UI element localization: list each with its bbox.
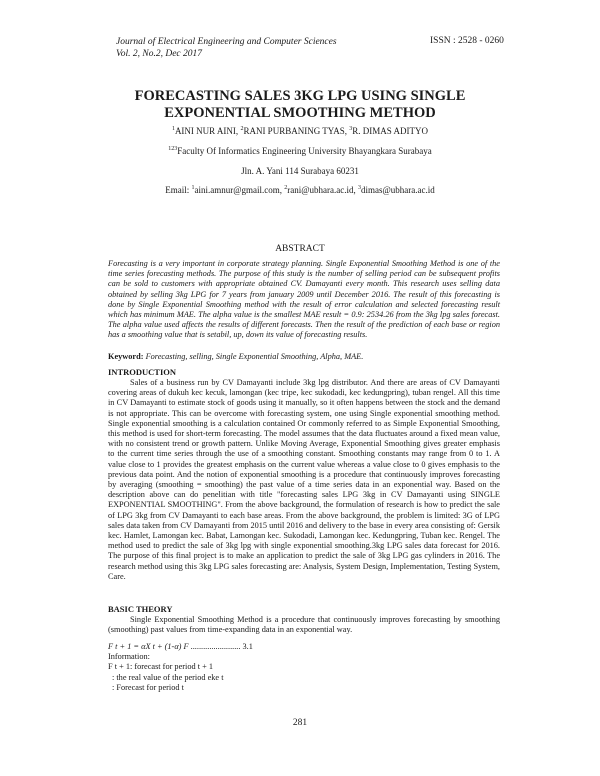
author-1: AINI NUR AINI, — [174, 126, 241, 136]
keywords-label: Keyword: — [108, 352, 146, 361]
formula-info-label: Information: — [108, 652, 150, 662]
email2-sup: 2 — [284, 185, 288, 191]
email-2: rani@ubhara.ac.id, — [287, 185, 359, 195]
page-number: 281 — [292, 718, 308, 728]
introduction-heading: INTRODUCTION — [108, 367, 177, 377]
author-2: RANI PURBANING TYAS, — [243, 126, 350, 136]
basic-theory-heading: BASIC THEORY — [108, 604, 173, 614]
keywords-line — [108, 352, 500, 361]
formula-info-line-1: F t + 1: forecast for period t + 1 — [108, 662, 213, 672]
formula-equation-line — [108, 642, 500, 652]
formula-equation: F t + 1 = αX t + (1-α) F — [108, 642, 189, 651]
basic-theory-paragraph: Single Exponential Smoothing Method is a procedure that continuously improves forecasting by smoothing (smoothing) past values from time-expanding data in an exponential way. — [108, 615, 500, 635]
basic-theory-body — [108, 615, 500, 635]
email3-sup: 3 — [358, 185, 362, 191]
author2-sup: 2 — [240, 126, 244, 132]
email-1: aini.amnur@gmail.com, — [194, 185, 285, 195]
issn-number: ISSN : 2528 - 0260 — [430, 36, 504, 46]
formula-info-line-3: : Forecast for period t — [112, 682, 184, 692]
journal-volume: Vol. 2, No.2, Dec 2017 — [116, 49, 203, 59]
formula-dots: ........................ 3.1 — [188, 642, 253, 651]
abstract-heading: ABSTRACT — [275, 244, 325, 254]
abstract-text: Forecasting is a very important in corporate strategy planning. Single Exponential Smoothing Method is one of the time series forecasting methods. The purpose of this study is the number of selling period can be subsequent profits can be sold to customers with appropriate obtained CV. Damayanti every month. This research uses selling data obtained by selling 3kg LPG for 7 years from january 2009 until December 2016. The result of this forecasting is done by Single Exponential Smoothing method with the result of error calculation and selected forecasting result which has minimum MAE. The alpha value is the smallest MAE result = 0.9: 2534.26 from the 3kg lpg sales forecast. The alpha value used affects the results of different forecasts. Then the result of the prediction of each base or region has a smoothing value that is setabil, up, down its value of forecasting results. — [108, 259, 500, 340]
email-label: Email: — [165, 185, 192, 195]
faculty-name: Faculty Of Informatics Engineering University Bhayangkara Surabaya — [177, 146, 432, 156]
introduction-paragraph: Sales of a business run by CV Damayanti include 3kg lpg distributor. And there are areas of CV Damayanti covering areas of dukuh kec kecuk, lamongan (kec tripe, kec sukodadi, kec kedungpring), tuban rengel. All this time in CV Damayanti to estimate stock of goods using it manually, so it often happens between the stock and the demand is not appropriate. This can be overcome with forecasting system, one using Single exponential smoothing method. Single exponential smoothing is a calculation contained Or commonly referred to as Simple Exponential Smoothing, this method is used for short-term forecasting. The model assumes that the data fluctuates around a fixed mean value, with no consistent trend or growth pattern. Unlike Moving Average, Exponential Smoothing gives greater emphasis to the current time series through the use of a smoothing constant. Smoothing constants may range from 0 to 1. A value close to 1 provides the greatest emphasis on the current value whereas a value close to 0 gives emphasis to the previous data point. And the notion of exponential smoothing is a procedure that continuously improves forecasting by averaging (smoothing = smoothing) the past value of a time series data in an exponential way. Based on the description above can do penelitian with title "forecasting sales LPG 3kg in CV Damayanti using SINGLE EXPONENTIAL SMOOTHING". From the above background, the formulation of research is how to predict the sale of LPG 3kg from CV Damayanti to each base areas. From the above background, the problem is limited: 3G of LPG sales data taken from CV Damayanti from 2015 until 2016 and delivery to the base in every area consisting of: Gersik kec. Hamlet, Lamongan kec. Babat, Lamongan kec. Sukodadi, Lamongan kec. Kedungpring, Tuban kec. Rengel. The method used to predict the sale of 3kg lpg with single exponential smoothing.3kg LPG sales data forecast for 2016. The purpose of this final project is to make an application to predict the sale of 3kg LPG gas cylinders in 2016. The research method using this 3kg LPG sales forecasting are: Analysis, System Design, Implementation, Testing System, Care. — [108, 378, 500, 581]
email-3: dimas@ubhara.ac.id — [361, 185, 435, 195]
email-line — [100, 185, 500, 196]
author1-sup: 1 — [171, 126, 175, 132]
affiliation-address: Jln. A. Yani 114 Surabaya 60231 — [241, 166, 359, 176]
introduction-body — [108, 378, 500, 582]
formula-info-line-2: : the real value of the period eke t — [112, 672, 224, 682]
title-line-2: EXPONENTIAL SMOOTHING METHOD — [164, 105, 436, 121]
author-3: R. DIMAS ADITYO — [352, 126, 429, 136]
journal-name: Journal of Electrical Engineering and Computer Sciences — [116, 37, 337, 47]
formula-block — [108, 642, 500, 693]
keywords-text: Forecasting, selling, Single Exponential Smoothing, Alpha, MAE. — [145, 352, 364, 361]
paper-title — [100, 88, 500, 122]
title-line-1: FORECASTING SALES 3KG LPG USING SINGLE — [134, 88, 466, 104]
author-list — [100, 126, 500, 137]
affiliation-faculty — [100, 146, 500, 157]
affiliation-sup: 123 — [168, 146, 178, 152]
author3-sup: 3 — [349, 126, 353, 132]
email1-sup: 1 — [191, 185, 195, 191]
